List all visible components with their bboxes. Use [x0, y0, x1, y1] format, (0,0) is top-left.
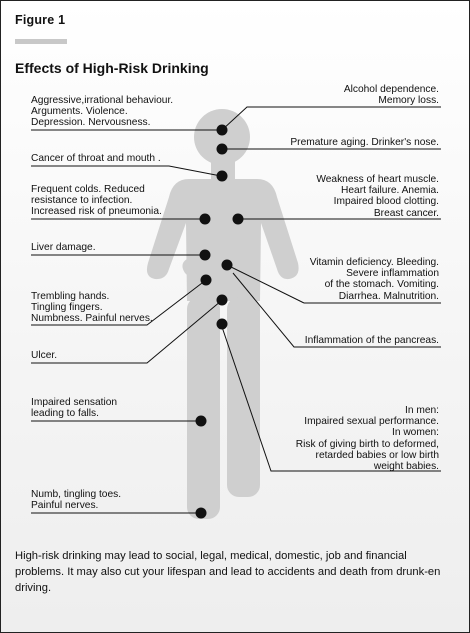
silhouette-left-leg	[187, 297, 220, 519]
dot-throat	[217, 171, 228, 182]
dot-hand	[201, 275, 212, 286]
effect-label-premature-aging: Premature aging. Drinker's nose.	[290, 137, 439, 148]
dot-brain	[217, 125, 228, 136]
effect-label-colds: Frequent colds. Reduced resistance to infection. Increased risk of pneumonia.	[31, 184, 162, 218]
effect-label-sensation: Impaired sensation leading to falls.	[31, 397, 118, 420]
effect-label-stomach: Vitamin deficiency. Bleeding. Severe inflammation of the stomach. Vomiting. Diarrhea. Malnutrition.	[309, 257, 439, 302]
effect-label-aggressive: Aggressive,irrational behaviour. Arguments. Violence. Depression. Nervousness.	[31, 95, 174, 129]
silhouette-torso-and-arms	[147, 179, 299, 301]
effect-label-alcohol-dependence: Alcohol dependence. Memory loss.	[343, 84, 439, 107]
effect-label-heart: Weakness of heart muscle. Heart failure. Anemia. Impaired blood clotting. Breast cancer.	[316, 174, 439, 219]
effect-label-hands: Trembling hands. Tingling fingers. Numbness. Painful nerves.	[31, 291, 153, 325]
dot-heart	[233, 214, 244, 225]
effect-label-ulcer: Ulcer.	[31, 350, 58, 361]
connector-alcohol-dependence	[222, 107, 441, 130]
figure-caption: High-risk drinking may lead to social, legal, medical, domestic, job and financial problems. It may also cut your lifespan and lead to accidents and death from drunk-en driving.	[15, 550, 441, 594]
effect-label-throat-cancer: Cancer of throat and mouth .	[31, 153, 161, 164]
dot-foot	[196, 508, 207, 519]
dot-ulcer	[217, 319, 228, 330]
dot-liver	[200, 250, 211, 261]
effect-label-toes: Numb, tingling toes. Painful nerves.	[31, 489, 122, 512]
diagram-title: Effects of High-Risk Drinking	[15, 60, 209, 76]
dot-pancreas	[217, 295, 228, 306]
dot-nose	[217, 144, 228, 155]
silhouette-head	[194, 109, 250, 165]
connector-throat-cancer	[31, 166, 221, 176]
body-silhouette	[147, 109, 299, 519]
dot-lungs	[200, 214, 211, 225]
figure-label: Figure 1	[15, 13, 66, 27]
dot-leg	[196, 416, 207, 427]
effect-label-pancreas: Inflammation of the pancreas.	[304, 335, 439, 346]
silhouette-right-leg	[227, 297, 260, 497]
effect-label-liver: Liver damage.	[31, 242, 96, 253]
effect-label-reproductive: In men: Impaired sexual performance. In women: Risk of giving birth to deformed, retarded babies or low birth weight babies.	[295, 405, 439, 473]
dot-stomach	[222, 260, 233, 271]
